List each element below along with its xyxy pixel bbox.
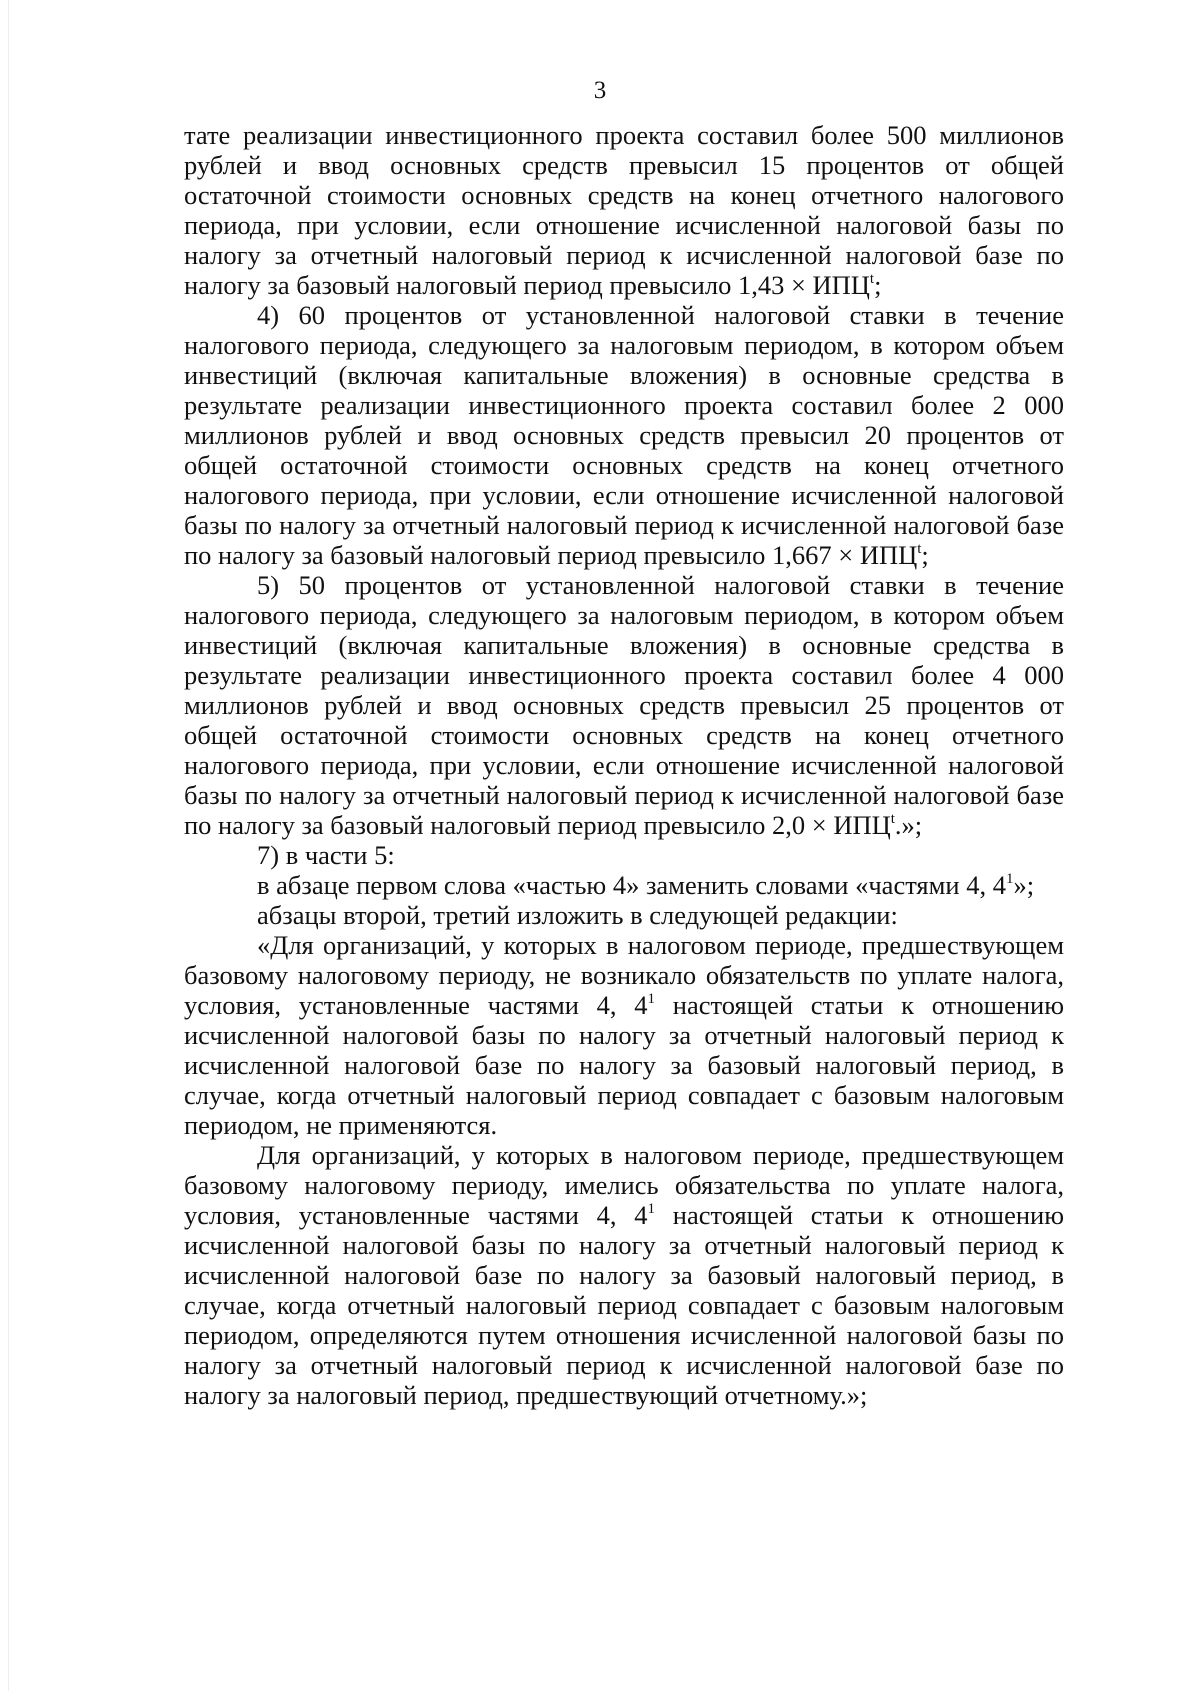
paragraph-item-4: 4) 60 процентов от установленной налоговой ставки в течение налогового периода, следующего за налоговым периодом, в котором объем инвестиций (включая капитальные вложения) в основные средства в результате реализации инвестиционного проекта составил более 2 000 миллионов рублей и ввод основных средств превысил 20 процентов от общей остаточной стоимости основных средств на конец отчетного налогового периода, при условии, если отношение исчисленной налоговой базы по налогу за отчетный налоговый период к исчисленной налоговой базе по налогу за базовый налоговый период превысило $1,667 \times ИПЦ^t$; (184, 300, 1064, 570)
document-body (184, 120, 1064, 1410)
superscript-t: t (890, 811, 895, 827)
paragraph-continuation: тате реализации инвестиционного проекта составил более 500 миллионов рублей и ввод основных средств превысил 15 процентов от общей остаточной стоимости основных средств на конец отчетного налогового периода, при условии, если отношение исчисленной налоговой базы по налогу за отчетный налоговый период к исчисленной налоговой базе по налогу за базовый налоговый период превысило $1,43 \times ИПЦ^t$; (184, 120, 1064, 300)
page-number: 3 (593, 77, 607, 104)
superscript-1: 1 (647, 1201, 656, 1217)
paragraph-item-7: 7) в части 5: (257, 840, 395, 870)
superscript-t: t (917, 541, 922, 557)
paragraph-amendment-first: в абзаце первом слова «частью 4» заменить словами «частями 4, $4^1$»; (257, 870, 1035, 900)
paragraph-quote-1: «Для организаций, у которых в налоговом периоде, предшествующем базовому налоговому периоду, не возникало обязательств по уплате налога, условия, установленные частями 4, $4^1$ настоящей статьи к отношению исчисленной налоговой базы по налогу за отчетный налоговый период к исчисленной налоговой базе по налогу за базовый налоговый период, в случае, когда отчетный налоговый период совпадает с базовым налоговым периодом, не применяются. (184, 930, 1064, 1140)
scan-edge-line (8, 0, 9, 1691)
superscript-t: t (869, 271, 875, 287)
paragraph-item-5: 5) 50 процентов от установленной налоговой ставки в течение налогового периода, следующего за налоговым периодом, в котором объем инвестиций (включая капитальные вложения) в основные средства в результате реализации инвестиционного проекта составил более 4 000 миллионов рублей и ввод основных средств превысил 25 процентов от общей остаточной стоимости основных средств на конец отчетного налогового периода, при условии, если отношение исчисленной налоговой базы по налогу за отчетный налоговый период к исчисленной налоговой базе по налогу за базовый налоговый период превысило $2,0 \times ИПЦ^t$.»; (184, 570, 1064, 840)
superscript-1: 1 (647, 991, 656, 1007)
superscript-1: 1 (1005, 871, 1014, 887)
paragraph-quote-2: Для организаций, у которых в налоговом периоде, предшествующем базовому налоговому периоду, имелись обязательства по уплате налога, условия, установленные частями 4, $4^1$ настоящей статьи к отношению исчисленной налоговой базы по налогу за отчетный налоговый период к исчисленной налоговой базе по налогу за базовый налоговый период, в случае, когда отчетный налоговый период совпадает с базовым налоговым периодом, определяются путем отношения исчисленной налоговой базы по налогу за отчетный налоговый период к исчисленной налоговой базе по налогу за налоговый период, предшествующий отчетному.»; (184, 1140, 1064, 1410)
paragraph-amendment-second: абзацы второй, третий изложить в следующей редакции: (257, 900, 898, 930)
